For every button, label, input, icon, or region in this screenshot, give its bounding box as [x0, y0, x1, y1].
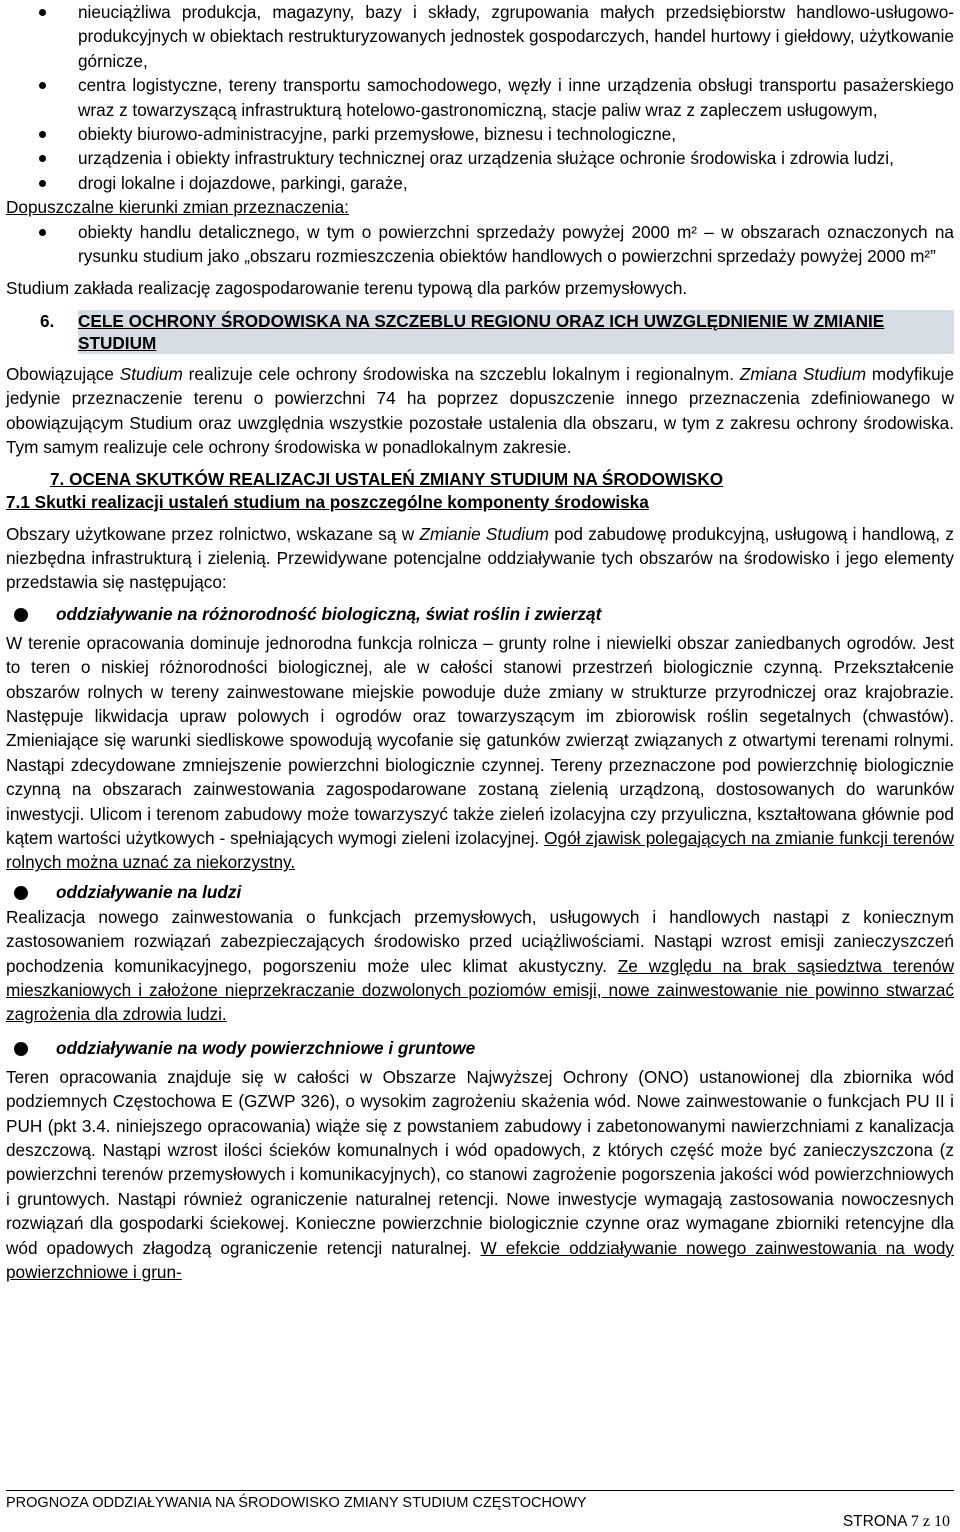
- list-item: obiekty handlu detalicznego, w tym o powierzchni sprzedaży powyżej 2000 m² – w obszarach oznaczonych na rysunku studium jako „obszaru rozmieszczenia obiektów handlowych o powierzchni sprzedaży powyżej 2000 m²”: [6, 220, 954, 269]
- list-item: drogi lokalne i dojazdowe, parkingi, garaże,: [6, 171, 954, 195]
- section-title: CELE OCHRONY ŚRODOWISKA NA SZCZEBLU REGIONU ORAZ ICH UWZGLĘDNIENIE W ZMIANIE STUDIUM: [78, 310, 954, 354]
- bullet-icon: [39, 229, 46, 236]
- bullet-icon: [39, 155, 46, 162]
- water-heading: oddziaływanie na wody powierzchniowe i gruntowe: [6, 1035, 954, 1061]
- page-number: STRONA 7 z 10: [842, 1513, 950, 1530]
- list-item: obiekty biurowo-administracyjne, parki przemysłowe, biznesu i technologiczne,: [6, 122, 954, 146]
- biodiversity-paragraph: W terenie opracowania dominuje jednorodna funkcja rolnicza – grunty rolne i niewielki obszar zaniedbanych ogrodów. Jest to teren o niskiej różnorodności biologicznej, ale w całości stanowi przestrzeń biologicznie czynną. Przekształcenie obszarów rolnych w tereny zainwestowane miejskie powoduje duże zmiany w strukturze przyrodniczej oraz krajobrazie. Następuje likwidacja upraw polowych i ogrodów oraz towarzyszącym im zbiorowisk roślin segetalnych (chwastów). Zmieniające się warunki siedliskowe spowodują wycofanie się gatunków zwierząt związanych z otwartymi terenami rolnymi. Nastąpi zdecydowane zmniejszenie powierzchni biologicznie czynnej. Tereny przeznaczone pod powierzchnię biologicznie czynną na obszarach zainwestowania zagospodarowane zostaną zielenią urządzoną, dostosowanych do warunków inwestycji. Ulicom i terenom zabudowy może towarzyszyć także zieleń izolacyjna czy przyuliczna, kształtowana głównie pod kątem wartości użytkowych - spełniających wymogi zieleni izolacyjnej. Ogół zjawisk polegających na zmianie funkcji terenów rolnych można uznać za niekorzystny.: [6, 632, 954, 873]
- bullet-icon: [14, 1042, 28, 1056]
- allowed-changes-list: [6, 220, 954, 269]
- section-6-heading: [6, 310, 954, 354]
- bullet-icon: [14, 886, 28, 900]
- section-7-heading: 7. OCENA SKUTKÓW REALIZACJI USTALEŃ ZMIANY STUDIUM NA ŚRODOWISKO: [50, 468, 724, 489]
- bullet-icon: [39, 82, 46, 89]
- bullet-icon: [39, 180, 46, 187]
- list-item: centra logistyczne, tereny transportu samochodowego, węzły i inne urządzenia obsługi transportu pasażerskiego wraz z towarzyszącą infrastrukturą hotelowo-gastronomiczną, stacje paliw wraz z zapleczem usługowym,: [6, 73, 954, 122]
- allowed-changes-heading: Dopuszczalne kierunki zmian przeznaczenia:: [6, 197, 349, 218]
- section-7-1-heading: 7.1 Skutki realizacji ustaleń studium na poszczególne komponenty środowiska: [6, 491, 649, 512]
- section-number: 6.: [40, 310, 55, 331]
- list-item: nieuciążliwa produkcja, magazyny, bazy i składy, zgrupowania małych przedsiębiorstw handlowo-usługowo-produkcyjnych w obiektach restrukturyzowanych jednostek gospodarczych, handel hurtowy i giełdowy, użytkowanie górnicze,: [6, 0, 954, 73]
- bullet-icon: [14, 608, 28, 622]
- people-paragraph: Realizacja nowego zainwestowania o funkcjach przemysłowych, usługowych i handlowych nastąpi z koniecznym zastosowaniem rozwiązań zabezpieczających środowisko przed uciążliwościami. Nastąpi wzrost emisji zanieczyszczeń pochodzenia komunikacyjnego, pogorszeniu może ulec klimat akustyczny. Ze względu na brak sąsiedztwa terenów mieszkaniowych i założone nieprzekraczanie dozwolonych poziomów emisji, nowe zainwestowanie nie powinno stwarzać zagrożenia dla zdrowia ludzi.: [6, 906, 954, 1025]
- studium-statement: Studium zakłada realizację zagospodarowanie terenu typową dla parków przemysłowych.: [6, 278, 688, 299]
- water-paragraph: Teren opracowania znajduje się w całości w Obszarze Najwyższej Ochrony (ONO) ustanowionej dla zbiornika wód podziemnych Częstochowa E (GZWP 326), o wysokim zagrożeniu skażenia wód. Nowe zainwestowanie o funkcjach PU II i PUH (pkt 3.4. niniejszego opracowania) wiąże się z powstaniem zabudowy i zabetonowanymi nawierzchniami z kanalizacja deszczową. Nastąpi wzrost ilości ścieków komunalnych i wód opadowych, z których część może być zanieczyszczona (z powierzchni terenów przemysłowych i komunikacyjnych), co stanowi zagrożenie pogorszenia jakości wód powierzchniowych i gruntowych. Nastąpi również ograniczenie naturalnej retencji. Nowe inwestycje wymagają zastosowania nowoczesnych rozwiązań dla gospodarki ściekowej. Konieczne powierzchnie biologicznie czynne oraz wymagane zbiorniki retencyjne dla wód opadowych złagodzą ograniczenie retencji naturalnej. W efekcie oddziaływanie nowego zainwestowania na wody powierzchniowe i grun-: [6, 1066, 954, 1283]
- people-heading: oddziaływanie na ludzi: [6, 879, 954, 905]
- bullet-icon: [39, 131, 46, 138]
- section-6-paragraph: Obowiązujące Studium realizuje cele ochrony środowiska na szczeblu lokalnym i regionalnym. Zmiana Studium modyfikuje jedynie przeznaczenie terenu o powierzchni 74 ha poprzez dopuszczenie innego przeznaczenia zdefiniowanego w obowiązującym Studium oraz uwzględnia wszystkie pozostałe ustalenia dla obszaru, w tym z zakresu ochrony środowiska. Tym samym realizuje cele ochrony środowiska w ponadlokalnym zakresie.: [6, 363, 955, 458]
- permitted-uses-list: [6, 0, 954, 195]
- bullet-icon: [39, 9, 46, 16]
- footer-document-title: PROGNOZA ODDZIAŁYWANIA NA ŚRODOWISKO ZMIANY STUDIUM CZĘSTOCHOWY: [6, 1495, 587, 1511]
- biodiversity-heading: oddziaływanie na różnorodność biologiczną, świat roślin i zwierząt: [6, 601, 954, 627]
- section-7-intro: Obszary użytkowane przez rolnictwo, wskazane są w Zmianie Studium pod zabudowę produkcyjną, usługową i handlową, z niezbędna infrastrukturą i zielenią. Przewidywane potencjalne oddziaływanie tych obszarów na środowisko i jego elementy przedstawia się następująco:: [6, 523, 954, 593]
- footer-divider: [6, 1490, 954, 1491]
- list-item: urządzenia i obiekty infrastruktury technicznej oraz urządzenia służące ochronie środowiska i zdrowia ludzi,: [6, 146, 954, 170]
- document-page: [6, 0, 954, 1284]
